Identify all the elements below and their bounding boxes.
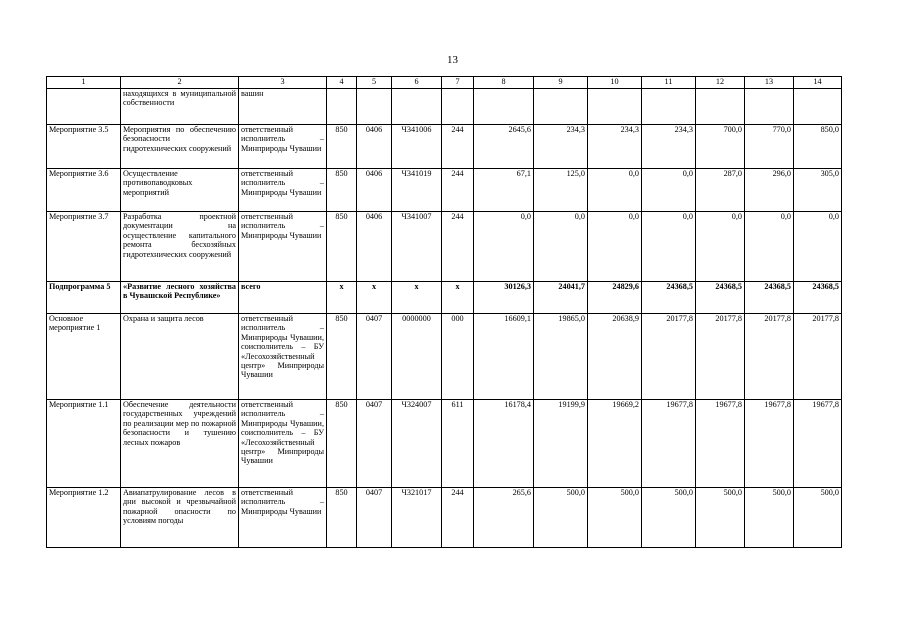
code-cell: Ч324007 [392,400,442,488]
header-cell: 14 [794,77,842,89]
amount-cell: 0,0 [474,212,534,282]
amount-cell: 20177,8 [745,314,794,400]
amount-cell [794,89,842,125]
code-cell [392,89,442,125]
amount-cell: 0,0 [588,212,642,282]
amount-cell: 24041,7 [534,282,588,314]
amount-cell: 19199,9 [534,400,588,488]
header-cell: 2 [121,77,239,89]
amount-cell: 20177,8 [642,314,696,400]
row-label-cell [47,89,121,125]
amount-cell: 234,3 [588,125,642,169]
amount-cell [534,89,588,125]
amount-cell: 20177,8 [696,314,745,400]
code-cell: х [357,282,392,314]
amount-cell: 305,0 [794,169,842,212]
amount-cell [745,89,794,125]
row-label-cell: Мероприятие 3.7 [47,212,121,282]
executor-cell: ответственный исполнитель – Минприроды Чувашии [239,488,327,548]
code-cell [327,89,357,125]
amount-cell: 20177,8 [794,314,842,400]
executor-cell: вашин [239,89,327,125]
header-cell: 5 [357,77,392,89]
amount-cell [588,89,642,125]
amount-cell: 0,0 [642,169,696,212]
header-cell: 6 [392,77,442,89]
amount-cell: 19677,8 [642,400,696,488]
amount-cell: 24829,6 [588,282,642,314]
code-cell: 850 [327,400,357,488]
amount-cell [474,89,534,125]
code-cell: х [327,282,357,314]
executor-cell: ответственный исполнитель – Минприроды Чувашии, соисполнитель – БУ «Лесохозяйственный центр» Минприроды Чувашии [239,400,327,488]
amount-cell: 770,0 [745,125,794,169]
page-number: 13 [447,54,458,66]
code-cell: 0407 [357,314,392,400]
amount-cell: 500,0 [642,488,696,548]
description-cell: Обеспечение деятельности государственных учреждений по реализации мер по пожарной безопасности и тушению лесных пожаров [121,400,239,488]
header-cell: 9 [534,77,588,89]
amount-cell: 500,0 [588,488,642,548]
table-row [47,488,842,548]
header-cell: 8 [474,77,534,89]
code-cell: 850 [327,314,357,400]
code-cell: 244 [442,169,474,212]
amount-cell: 0,0 [534,212,588,282]
amount-cell: 16178,4 [474,400,534,488]
code-cell: 0406 [357,212,392,282]
amount-cell: 67,1 [474,169,534,212]
row-label-cell: Основное мероприятие 1 [47,314,121,400]
amount-cell: 700,0 [696,125,745,169]
header-cell: 7 [442,77,474,89]
table-row [47,125,842,169]
description-cell: Авиапатрулирование лесов в дни высокой и чрезвычайной пожарной опасности по условиям погоды [121,488,239,548]
code-cell: Ч341006 [392,125,442,169]
amount-cell [696,89,745,125]
code-cell: 850 [327,488,357,548]
program-budget-table [46,76,842,548]
amount-cell: 2645,6 [474,125,534,169]
code-cell: х [442,282,474,314]
amount-cell: 0,0 [588,169,642,212]
header-cell: 11 [642,77,696,89]
amount-cell: 234,3 [642,125,696,169]
code-cell: 850 [327,125,357,169]
description-cell: «Развитие лесного хозяйства в Чувашской Республике» [121,282,239,314]
table-row [47,212,842,282]
description-cell: Охрана и защита лесов [121,314,239,400]
row-label-cell: Мероприятие 1.2 [47,488,121,548]
amount-cell: 125,0 [534,169,588,212]
header-cell: 1 [47,77,121,89]
amount-cell: 19669,2 [588,400,642,488]
header-cell: 3 [239,77,327,89]
code-cell: 0407 [357,400,392,488]
description-cell: Мероприятия по обеспечению безопасности гидротехнических сооружений [121,125,239,169]
executor-cell: ответственный исполнитель – Минприроды Чувашии [239,125,327,169]
amount-cell: 500,0 [534,488,588,548]
executor-cell: ответственный исполнитель – Минприроды Чувашии [239,169,327,212]
amount-cell: 16609,1 [474,314,534,400]
amount-cell: 20638,9 [588,314,642,400]
header-cell: 4 [327,77,357,89]
amount-cell: 0,0 [794,212,842,282]
amount-cell: 19677,8 [794,400,842,488]
description-cell: находящихся в муниципальной собственности [121,89,239,125]
table-row [47,169,842,212]
code-cell [442,89,474,125]
code-cell: 611 [442,400,474,488]
code-cell: х [392,282,442,314]
header-cell: 10 [588,77,642,89]
code-cell: 0406 [357,169,392,212]
code-cell: Ч341019 [392,169,442,212]
code-cell: 244 [442,488,474,548]
row-label-cell: Мероприятие 3.5 [47,125,121,169]
table-row [47,400,842,488]
amount-cell: 265,6 [474,488,534,548]
row-label-cell: Мероприятие 3.6 [47,169,121,212]
amount-cell: 234,3 [534,125,588,169]
header-row [47,77,842,89]
amount-cell: 500,0 [745,488,794,548]
executor-cell: ответственный исполнитель – Минприроды Чувашии [239,212,327,282]
amount-cell: 19677,8 [745,400,794,488]
amount-cell [642,89,696,125]
amount-cell: 24368,5 [794,282,842,314]
amount-cell: 500,0 [794,488,842,548]
amount-cell: 30126,3 [474,282,534,314]
header-cell: 12 [696,77,745,89]
code-cell [357,89,392,125]
amount-cell: 287,0 [696,169,745,212]
code-cell: 0406 [357,125,392,169]
code-cell: 850 [327,169,357,212]
code-cell: 000 [442,314,474,400]
row-label-cell: Мероприятие 1.1 [47,400,121,488]
amount-cell: 24368,5 [745,282,794,314]
amount-cell: 0,0 [642,212,696,282]
amount-cell: 296,0 [745,169,794,212]
table-row [47,314,842,400]
description-cell: Разработка проектной документации на осуществление капитального ремонта бесхозяйных гидротехнических сооружений [121,212,239,282]
header-cell: 13 [745,77,794,89]
executor-cell: ответственный исполнитель – Минприроды Чувашии, соисполнитель – БУ «Лесохозяйственный центр» Минприроды Чувашии [239,314,327,400]
code-cell: 244 [442,125,474,169]
row-label-cell: Подпрограмма 5 [47,282,121,314]
amount-cell: 0,0 [745,212,794,282]
executor-cell: всего [239,282,327,314]
description-cell: Осуществление противопаводковых мероприятий [121,169,239,212]
code-cell: 0000000 [392,314,442,400]
amount-cell: 24368,5 [642,282,696,314]
code-cell: 244 [442,212,474,282]
amount-cell: 19677,8 [696,400,745,488]
amount-cell: 500,0 [696,488,745,548]
code-cell: 0407 [357,488,392,548]
table-row [47,89,842,125]
table-row [47,282,842,314]
code-cell: Ч321017 [392,488,442,548]
amount-cell: 24368,5 [696,282,745,314]
amount-cell: 850,0 [794,125,842,169]
amount-cell: 0,0 [696,212,745,282]
code-cell: 850 [327,212,357,282]
code-cell: Ч341007 [392,212,442,282]
amount-cell: 19865,0 [534,314,588,400]
